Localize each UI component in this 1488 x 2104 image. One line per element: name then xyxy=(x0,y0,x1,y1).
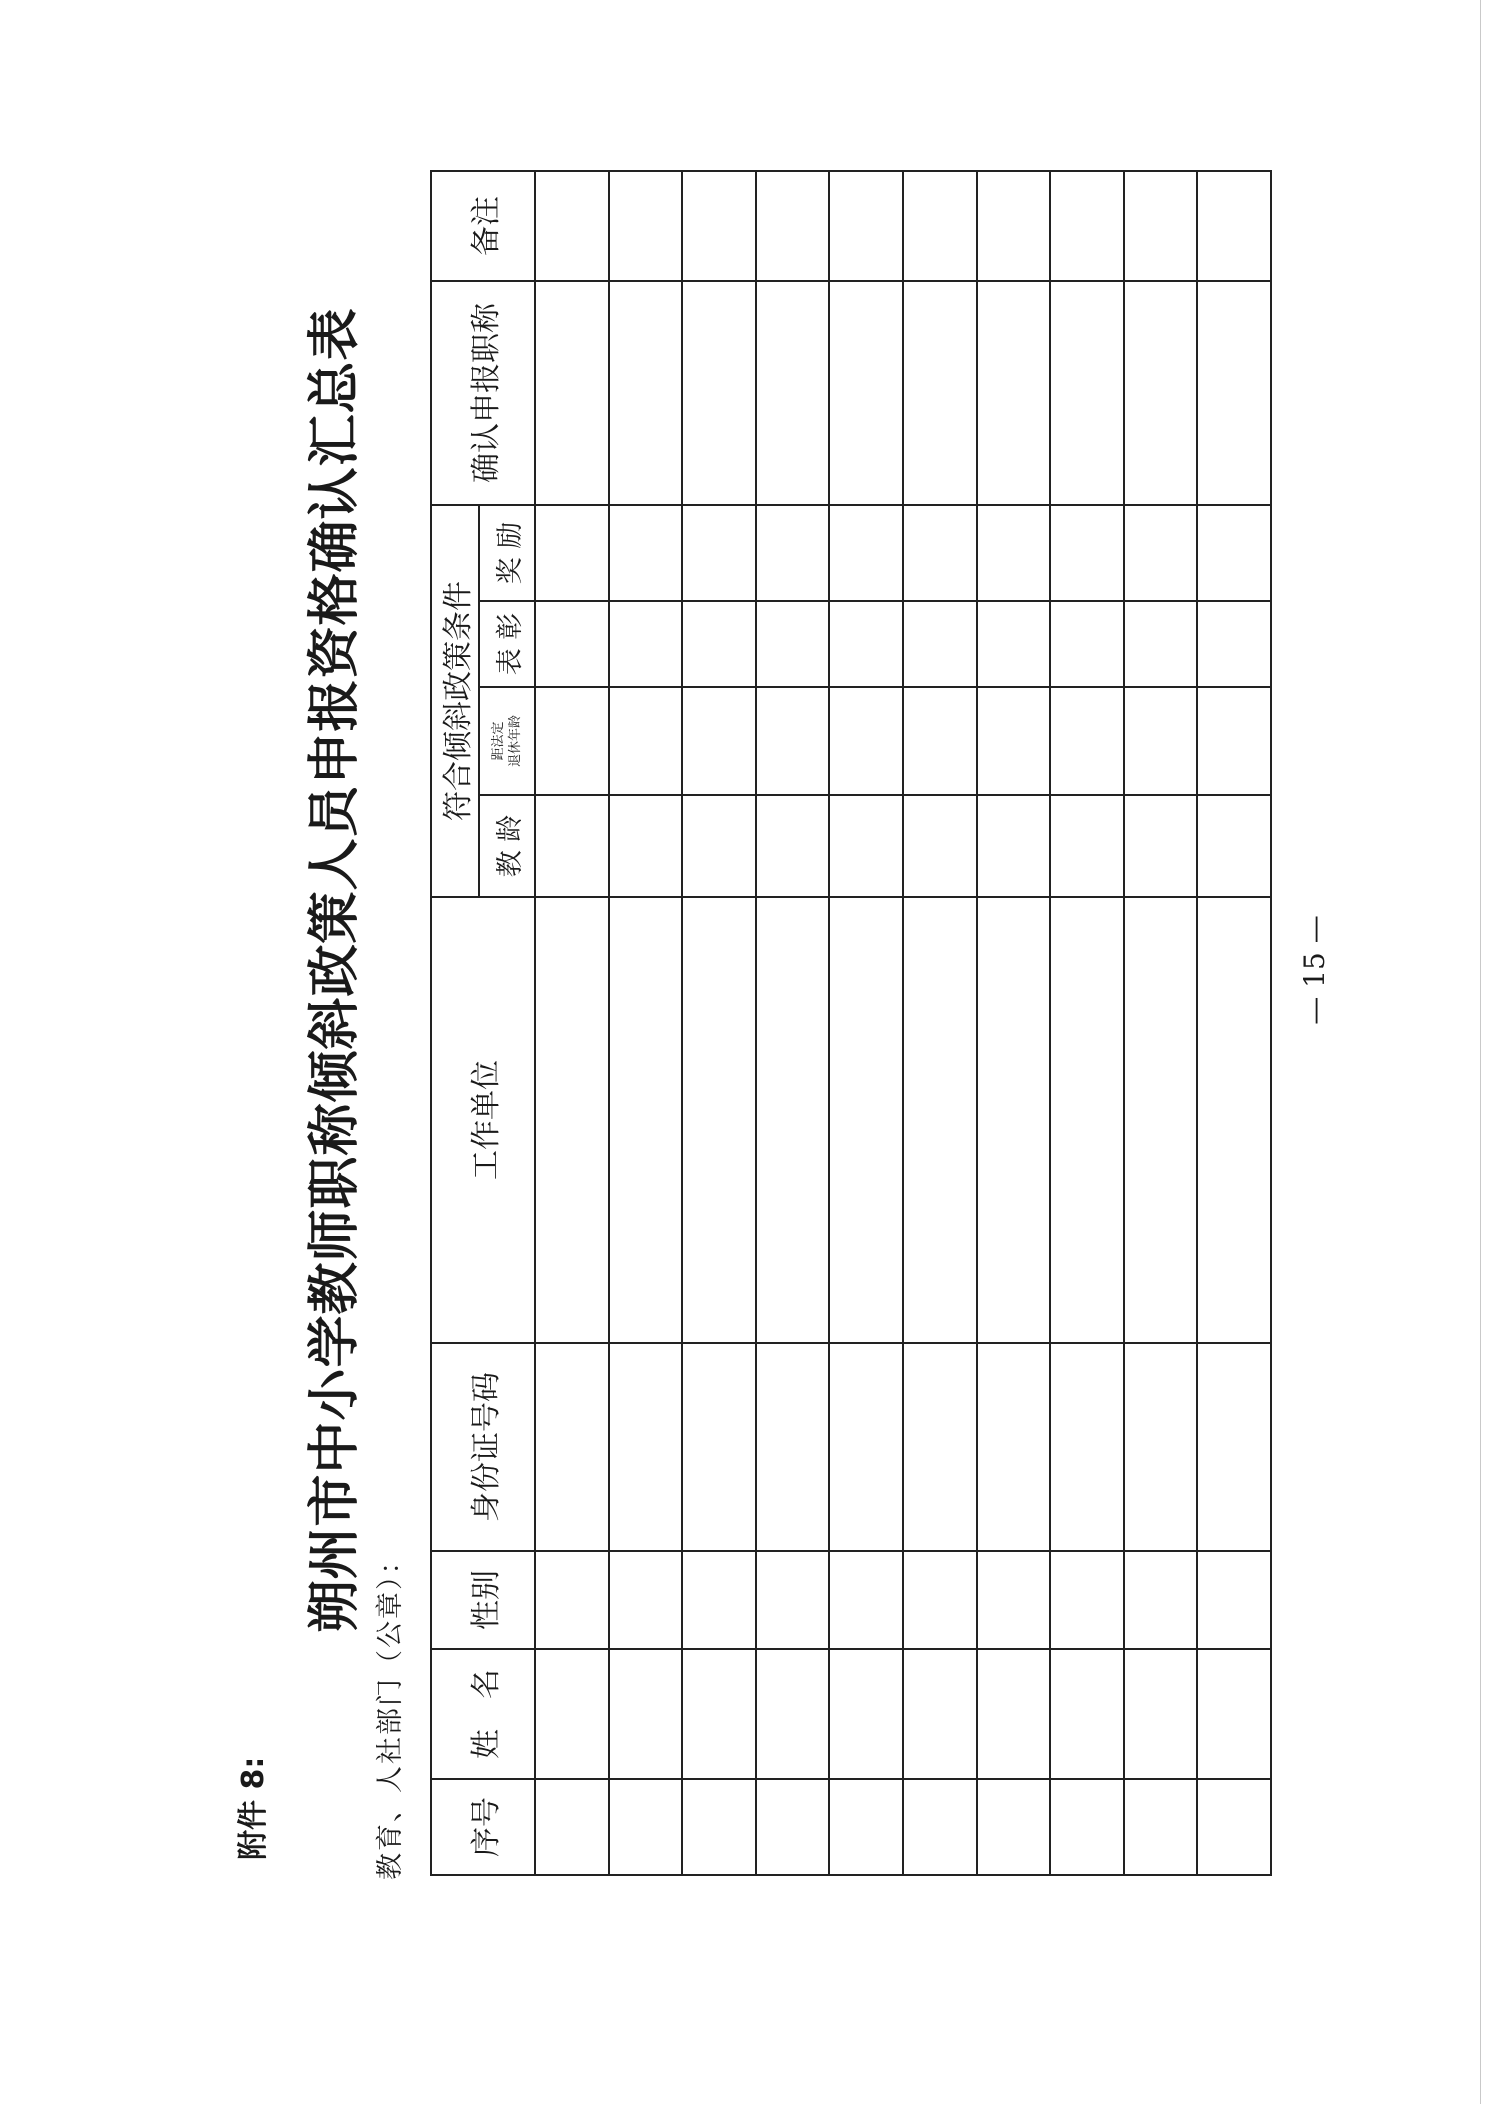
cell-teaching-years xyxy=(756,795,830,897)
cell-work-unit xyxy=(977,897,1051,1343)
cell-reward xyxy=(682,505,756,601)
cell-remarks xyxy=(977,171,1051,281)
cell-commendation xyxy=(829,601,903,687)
cell-work-unit xyxy=(1124,897,1198,1343)
col-header-gender: 性别 xyxy=(431,1551,535,1649)
cell-id-number xyxy=(829,1343,903,1551)
cell-remarks xyxy=(1197,171,1271,281)
cell-years-to-retirement xyxy=(903,687,977,795)
cell-seq xyxy=(1050,1779,1124,1875)
cell-gender xyxy=(535,1551,609,1649)
cell-name xyxy=(829,1649,903,1779)
col-header-remarks: 备注 xyxy=(431,171,535,281)
department-seal-line: 教育、人社部门（公章）： xyxy=(375,1545,406,1880)
subcol-commendation: 表 彰 xyxy=(479,601,535,687)
cell-remarks xyxy=(829,171,903,281)
cell-seq xyxy=(535,1779,609,1875)
col-header-name: 姓 名 xyxy=(431,1649,535,1779)
cell-reward xyxy=(829,505,903,601)
page-number: — 15 — xyxy=(1298,915,1331,1025)
cell-teaching-years xyxy=(535,795,609,897)
cell-reward xyxy=(1050,505,1124,601)
cell-id-number xyxy=(1197,1343,1271,1551)
cell-title-applied xyxy=(1124,281,1198,505)
cell-name xyxy=(977,1649,1051,1779)
cell-id-number xyxy=(903,1343,977,1551)
cell-gender xyxy=(1197,1551,1271,1649)
cell-name xyxy=(1124,1649,1198,1779)
cell-title-applied xyxy=(756,281,830,505)
cell-seq xyxy=(1197,1779,1271,1875)
cell-years-to-retirement xyxy=(756,687,830,795)
cell-reward xyxy=(756,505,830,601)
table-row xyxy=(1197,171,1271,1875)
cell-title-applied xyxy=(535,281,609,505)
cell-remarks xyxy=(903,171,977,281)
cell-remarks xyxy=(1124,171,1198,281)
cell-years-to-retirement xyxy=(1124,687,1198,795)
cell-work-unit xyxy=(535,897,609,1343)
cell-commendation xyxy=(903,601,977,687)
cell-remarks xyxy=(756,171,830,281)
cell-title-applied xyxy=(1197,281,1271,505)
cell-gender xyxy=(1050,1551,1124,1649)
cell-name xyxy=(682,1649,756,1779)
cell-years-to-retirement xyxy=(609,687,683,795)
cell-title-applied xyxy=(682,281,756,505)
cell-reward xyxy=(1197,505,1271,601)
cell-years-to-retirement xyxy=(829,687,903,795)
cell-name xyxy=(903,1649,977,1779)
cell-remarks xyxy=(609,171,683,281)
table-row xyxy=(977,171,1051,1875)
cell-work-unit xyxy=(829,897,903,1343)
cell-teaching-years xyxy=(903,795,977,897)
col-header-title-applied: 确认申报职称 xyxy=(431,281,535,505)
col-header-work-unit: 工作单位 xyxy=(431,897,535,1343)
cell-gender xyxy=(903,1551,977,1649)
cell-years-to-retirement xyxy=(535,687,609,795)
cell-work-unit xyxy=(682,897,756,1343)
cell-remarks xyxy=(1050,171,1124,281)
cell-title-applied xyxy=(609,281,683,505)
cell-gender xyxy=(609,1551,683,1649)
cell-title-applied xyxy=(829,281,903,505)
cell-id-number xyxy=(682,1343,756,1551)
table-row xyxy=(682,171,756,1875)
cell-commendation xyxy=(682,601,756,687)
cell-name xyxy=(1050,1649,1124,1779)
cell-name xyxy=(535,1649,609,1779)
cell-reward xyxy=(977,505,1051,601)
cell-commendation xyxy=(1050,601,1124,687)
cell-years-to-retirement xyxy=(977,687,1051,795)
cell-work-unit xyxy=(903,897,977,1343)
retire-line-2: 退休年龄 xyxy=(508,715,523,768)
attachment-label: 附件 8: xyxy=(236,1756,271,1860)
summary-table xyxy=(430,170,1272,1876)
cell-remarks xyxy=(535,171,609,281)
table-row xyxy=(609,171,683,1875)
subcol-years-to-retirement xyxy=(479,687,535,795)
table-row xyxy=(1050,171,1124,1875)
cell-id-number xyxy=(756,1343,830,1551)
cell-id-number xyxy=(1050,1343,1124,1551)
retire-line-1: 距法定 xyxy=(491,721,506,761)
cell-remarks xyxy=(682,171,756,281)
cell-reward xyxy=(1124,505,1198,601)
cell-teaching-years xyxy=(609,795,683,897)
header-row-1 xyxy=(431,171,479,1875)
cell-name xyxy=(756,1649,830,1779)
col-header-seq: 序号 xyxy=(431,1779,535,1875)
cell-seq xyxy=(903,1779,977,1875)
cell-gender xyxy=(829,1551,903,1649)
table-row xyxy=(535,171,609,1875)
table-row xyxy=(829,171,903,1875)
cell-title-applied xyxy=(1050,281,1124,505)
cell-work-unit xyxy=(1197,897,1271,1343)
document-title: 朔州市中小学教师职称倾斜政策人员申报资格确认汇总表 xyxy=(304,307,365,1633)
cell-gender xyxy=(1124,1551,1198,1649)
cell-commendation xyxy=(1124,601,1198,687)
cell-years-to-retirement xyxy=(682,687,756,795)
cell-seq xyxy=(1124,1779,1198,1875)
cell-work-unit xyxy=(609,897,683,1343)
cell-gender xyxy=(682,1551,756,1649)
col-header-policy-conditions: 符合倾斜政策条件 xyxy=(431,505,479,897)
cell-seq xyxy=(682,1779,756,1875)
cell-gender xyxy=(977,1551,1051,1649)
cell-years-to-retirement xyxy=(1050,687,1124,795)
cell-commendation xyxy=(756,601,830,687)
cell-seq xyxy=(609,1779,683,1875)
table-row xyxy=(1124,171,1198,1875)
table-row xyxy=(756,171,830,1875)
cell-teaching-years xyxy=(977,795,1051,897)
cell-reward xyxy=(609,505,683,601)
cell-teaching-years xyxy=(1050,795,1124,897)
cell-reward xyxy=(903,505,977,601)
table-row xyxy=(903,171,977,1875)
cell-id-number xyxy=(1124,1343,1198,1551)
cell-title-applied xyxy=(977,281,1051,505)
cell-name xyxy=(609,1649,683,1779)
cell-teaching-years xyxy=(1197,795,1271,897)
cell-id-number xyxy=(609,1343,683,1551)
subcol-teaching-years: 教 龄 xyxy=(479,795,535,897)
cell-teaching-years xyxy=(682,795,756,897)
subcol-reward: 奖 励 xyxy=(479,505,535,601)
cell-seq xyxy=(977,1779,1051,1875)
cell-commendation xyxy=(1197,601,1271,687)
cell-seq xyxy=(756,1779,830,1875)
cell-commendation xyxy=(609,601,683,687)
cell-id-number xyxy=(535,1343,609,1551)
cell-teaching-years xyxy=(829,795,903,897)
cell-work-unit xyxy=(756,897,830,1343)
cell-gender xyxy=(756,1551,830,1649)
cell-teaching-years xyxy=(1124,795,1198,897)
cell-years-to-retirement xyxy=(1197,687,1271,795)
cell-title-applied xyxy=(903,281,977,505)
cell-reward xyxy=(535,505,609,601)
cell-id-number xyxy=(977,1343,1051,1551)
col-header-id-number: 身份证号码 xyxy=(431,1343,535,1551)
cell-commendation xyxy=(977,601,1051,687)
cell-seq xyxy=(829,1779,903,1875)
table-body xyxy=(535,171,1271,1875)
cell-name xyxy=(1197,1649,1271,1779)
cell-work-unit xyxy=(1050,897,1124,1343)
cell-commendation xyxy=(535,601,609,687)
